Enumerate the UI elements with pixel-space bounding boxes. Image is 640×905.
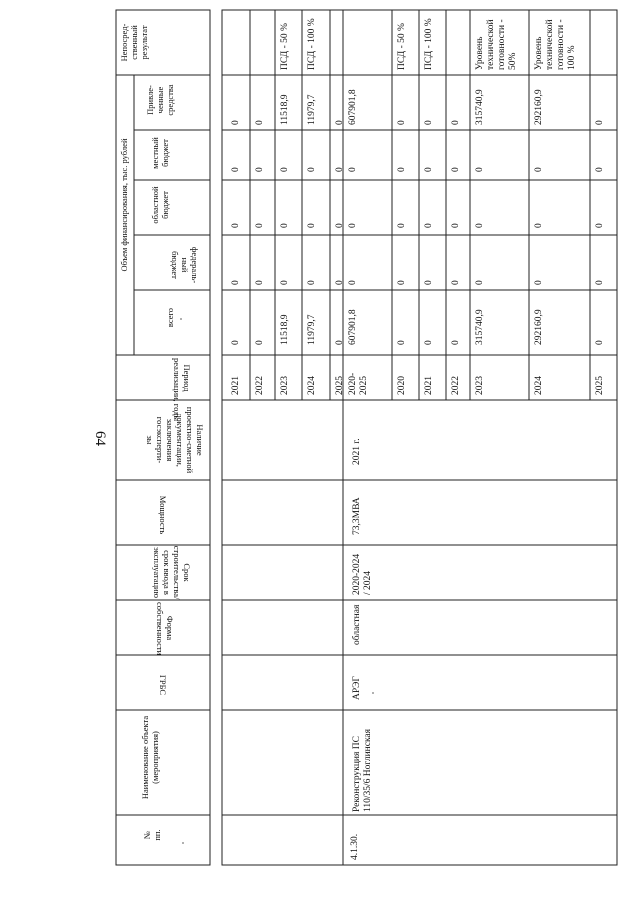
object_rows-extra-cell: 292160,9 (534, 89, 544, 125)
object_rows-year-cell: 2021 (424, 376, 434, 395)
prior_rows-total-cell: 0 (255, 340, 265, 345)
prior_rows-federal-cell: 0 (335, 280, 345, 285)
object_rows-regional-cell: 0 (424, 223, 434, 228)
object_rows-total-cell: 0 (424, 340, 434, 345)
object_rows-federal-cell: 0 (595, 280, 605, 285)
prior_rows-extra-cell: 0 (255, 120, 265, 125)
page-number: 64 (92, 431, 108, 446)
object-capacity: 73,3МВА (352, 497, 362, 535)
prior_rows-local-cell: 0 (335, 167, 345, 172)
object_rows-federal-cell: 0 (424, 280, 434, 285)
object_rows-year-cell: 2025 (595, 376, 605, 395)
object_rows-year-cell: 2020- 2025 (348, 372, 369, 395)
object_rows-local-cell: 0 (451, 167, 461, 172)
object_rows-federal-cell: 0 (348, 280, 358, 285)
object_rows-result-cell: Уровень технической готовности - 100 % (534, 19, 577, 70)
object_rows-extra-cell: 0 (595, 120, 605, 125)
header-num: № пп. (142, 829, 162, 841)
object_rows-total-cell: 315740,9 (475, 309, 485, 345)
header-local: местный бюджет (150, 137, 170, 169)
header-ownership: Форма собственности (155, 602, 175, 656)
prior_rows-total-cell: 11979,7 (307, 314, 317, 345)
prior_rows-year-cell: 2022 (255, 376, 265, 395)
object_rows-result-cell: ПСД - 50 % (397, 23, 407, 70)
prior_rows-extra-cell: 0 (335, 120, 345, 125)
object_rows-extra-cell: 607901,8 (348, 89, 358, 125)
object_rows-regional-cell: 0 (451, 223, 461, 228)
prior_rows-regional-cell: 0 (255, 223, 265, 228)
object_rows-total-cell: 0 (595, 340, 605, 345)
object_rows-local-cell: 0 (595, 167, 605, 172)
prior_rows-result-cell: ПСД - 50 % (280, 23, 290, 70)
header-extra: Привле- ченные средства (145, 84, 175, 116)
object_rows-extra-cell: 0 (451, 120, 461, 125)
prior_rows-year-cell: 2025 (335, 376, 345, 395)
header-term: Срок строительства/ срок ввода в эксплуатацию (152, 545, 192, 600)
prior_rows-local-cell: 0 (255, 167, 265, 172)
object_rows-extra-cell: 0 (397, 120, 407, 125)
prior_rows-federal-cell: 0 (307, 280, 317, 285)
object_rows-regional-cell: 0 (595, 223, 605, 228)
prior_rows-local-cell: 0 (231, 167, 241, 172)
prior_rows-extra-cell: 0 (231, 120, 241, 125)
prior_rows-year-cell: 2021 (231, 376, 241, 395)
object-term: 2020-2024 / 2024 (352, 553, 373, 595)
prior_rows-year-cell: 2024 (307, 376, 317, 395)
header-period: Период реализации, годы (172, 358, 192, 422)
header-funding: Объем финансирования, тыс. рублей (119, 138, 129, 272)
object_rows-total-cell: 607901,8 (348, 309, 358, 345)
prior_rows-regional-cell: 0 (231, 223, 241, 228)
object_rows-total-cell: 0 (451, 340, 461, 345)
object_rows-extra-cell: 0 (424, 120, 434, 125)
prior_rows-total-cell: 11518,9 (280, 314, 290, 345)
prior_rows-extra-cell: 11518,9 (280, 94, 290, 125)
prior_rows-result-cell: ПСД - 100 % (307, 18, 317, 70)
object-psd: 2021 г. (352, 438, 362, 465)
object_rows-local-cell: 0 (397, 167, 407, 172)
prior_rows-regional-cell: 0 (280, 223, 290, 228)
object_rows-result-cell: Уровень технической готовности - 50% (475, 19, 518, 70)
object_rows-result-cell: ПСД - 100 % (424, 18, 434, 70)
object_rows-federal-cell: 0 (534, 280, 544, 285)
header-result: Непосред- ственный результат (119, 23, 149, 62)
prior_rows-total-cell: 0 (231, 340, 241, 345)
prior_rows-extra-cell: 11979,7 (307, 94, 317, 125)
prior_rows-regional-cell: 0 (335, 223, 345, 228)
object-grbs: АРЭГ (352, 676, 362, 700)
object_rows-regional-cell: 0 (348, 223, 358, 228)
object_rows-federal-cell: 0 (397, 280, 407, 285)
object_rows-regional-cell: 0 (475, 223, 485, 228)
header-name: Наименование объекта (мероприятия) (140, 715, 160, 800)
object_rows-local-cell: 0 (348, 167, 358, 172)
object_rows-total-cell: 0 (397, 340, 407, 345)
prior_rows-federal-cell: 0 (231, 280, 241, 285)
header-capacity: Мощность (158, 495, 168, 535)
object_rows-local-cell: 0 (475, 167, 485, 172)
object-number: 4.1.30. (350, 833, 360, 860)
prior_rows-year-cell: 2023 (280, 376, 290, 395)
object_rows-year-cell: 2023 (475, 376, 485, 395)
object_rows-total-cell: 292160,9 (534, 309, 544, 345)
object_rows-local-cell: 0 (534, 167, 544, 172)
object_rows-federal-cell: 0 (475, 280, 485, 285)
prior_rows-local-cell: 0 (307, 167, 317, 172)
header-federal: федераль- ный бюджет (170, 246, 200, 284)
prior_rows-local-cell: 0 (280, 167, 290, 172)
object-name: Реконструкция ПС 110/35/6 Ноглинская (352, 728, 373, 812)
prior_rows-federal-cell: 0 (280, 280, 290, 285)
header-grbs: ГРБС (158, 674, 168, 696)
object_rows-year-cell: 2020 (397, 376, 407, 395)
object_rows-federal-cell: 0 (451, 280, 461, 285)
prior_rows-federal-cell: 0 (255, 280, 265, 285)
object_rows-extra-cell: 315740,9 (475, 89, 485, 125)
object_rows-year-cell: 2024 (534, 376, 544, 395)
object_rows-regional-cell: 0 (397, 223, 407, 228)
prior_rows-regional-cell: 0 (307, 223, 317, 228)
object-ownership: областная (352, 604, 362, 645)
header-total: всего (165, 307, 175, 328)
object_rows-regional-cell: 0 (534, 223, 544, 228)
object_rows-local-cell: 0 (424, 167, 434, 172)
header-regional: областной бюджет (150, 186, 170, 224)
header-psd: Наличие проектно-сметной документации, заключения госэксперти- зы (145, 406, 205, 474)
prior_rows-total-cell: 0 (335, 340, 345, 345)
object_rows-year-cell: 2022 (451, 376, 461, 395)
